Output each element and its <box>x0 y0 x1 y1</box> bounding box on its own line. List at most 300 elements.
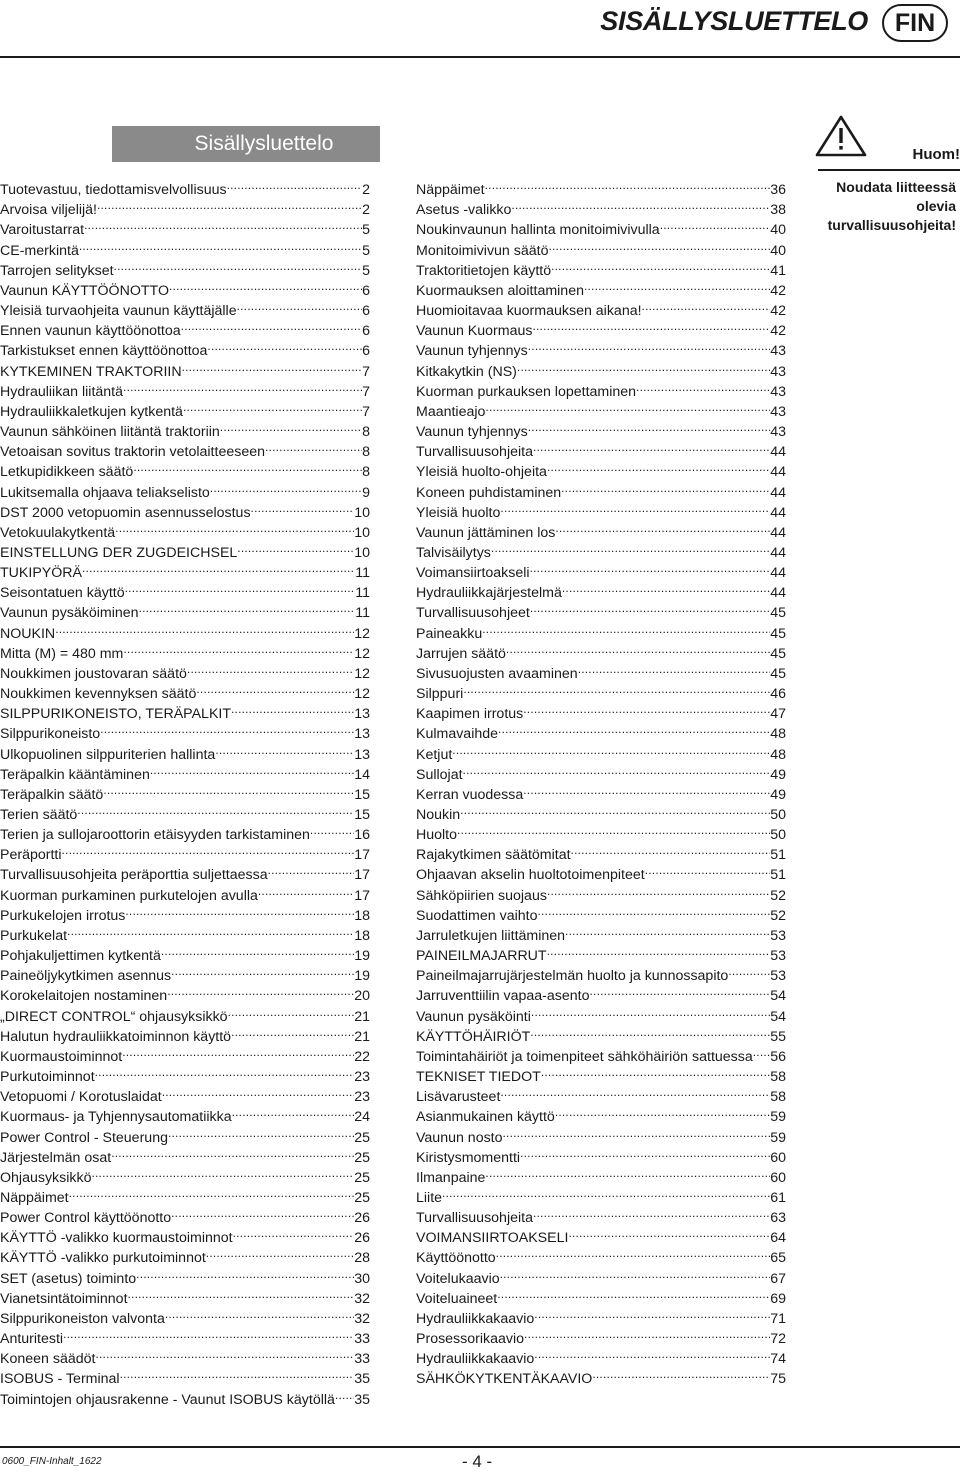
toc-entry-page: 6 <box>362 323 370 340</box>
toc-entry[interactable] <box>0 638 370 662</box>
toc-entry-page: 54 <box>770 988 786 1005</box>
toc-entry-page: 12 <box>354 645 370 662</box>
toc-entry-page: 63 <box>770 1210 786 1227</box>
toc-entry-title: Yleisiä huolto <box>416 504 501 521</box>
header-divider <box>0 56 960 58</box>
toc-leader-dots <box>547 456 770 476</box>
toc-leader-dots <box>645 859 770 879</box>
toc-leader-dots <box>91 1162 354 1182</box>
toc-entry-page: 19 <box>354 968 370 985</box>
toc-entry-title: KÄYTTÖ -valikko purkutoiminnot <box>0 1250 206 1267</box>
toc-entry-page: 45 <box>770 625 786 642</box>
toc-entry-page: 50 <box>770 807 786 823</box>
toc-entry-page: 61 <box>770 1189 786 1206</box>
toc-entry-title: Ketjut <box>416 746 453 763</box>
toc-entry-page: 49 <box>770 786 786 803</box>
toc-entry-page: 44 <box>770 585 786 602</box>
toc-entry-page: 44 <box>770 444 786 461</box>
toc-leader-dots <box>165 1303 354 1323</box>
toc-leader-dots <box>114 255 363 275</box>
toc-entry-page: 32 <box>354 1290 370 1307</box>
toc-leader-dots <box>227 174 363 194</box>
toc-entry-title: Näppäimet <box>416 182 485 199</box>
toc-leader-dots <box>82 557 355 577</box>
toc-leader-dots <box>528 335 770 355</box>
toc-entry-page: 14 <box>354 766 370 783</box>
toc-leader-dots <box>531 1000 770 1020</box>
toc-leader-dots <box>79 234 362 254</box>
toc-leader-dots <box>485 1162 770 1182</box>
toc-entry-page: 44 <box>770 524 786 541</box>
toc-entry-title: ISOBUS - Terminal <box>0 1371 120 1388</box>
toc-entry-title: Vetopuomi / Korotuslaidat <box>0 1089 162 1106</box>
toc-entry-title: Monitoimivivun säätö <box>416 242 549 259</box>
toc-leader-dots <box>265 436 362 456</box>
toc-entry-title: Vaunun pysäköiminen <box>0 605 139 622</box>
toc-entry-title: Voiteluaineet <box>416 1290 498 1307</box>
footer-page-number: - 4 - <box>462 1452 493 1471</box>
toc-entry-page: 45 <box>770 645 786 662</box>
toc-entry-page: 71 <box>770 1310 786 1327</box>
toc-entry-title: Lisävarusteet <box>416 1089 501 1106</box>
toc-entry-title: Halutun hydrauliikkatoiminnon käyttö <box>0 1028 232 1045</box>
toc-entry-page: 25 <box>354 1169 370 1186</box>
toc-entry[interactable] <box>416 738 786 763</box>
toc-entry-title: Kuorman purkauksen lopettaminen <box>416 383 637 400</box>
toc-entry-title: Kuorman purkaminen purkutelojen avulla <box>0 887 258 904</box>
toc-entry-title: Noukkimen kevennyksen säätö <box>0 686 197 703</box>
toc-entry-page: 52 <box>770 907 786 924</box>
toc-entry-page: 7 <box>362 363 370 380</box>
toc-entry-page: 17 <box>354 887 370 904</box>
toc-entry-page: 48 <box>770 746 786 763</box>
toc-entry-page: 65 <box>770 1250 786 1267</box>
toc-leader-dots <box>125 900 354 920</box>
toc-entry-page: 45 <box>770 665 786 682</box>
toc-entry-title: Vianetsintätoiminnot <box>0 1290 128 1307</box>
toc-leader-dots <box>183 396 362 416</box>
toc-entry-title: Silppurikoneisto <box>0 726 101 743</box>
toc-leader-dots <box>498 718 770 738</box>
toc-entry-page: 8 <box>362 424 370 441</box>
toc-entry-page: 52 <box>770 887 786 904</box>
toc-entry-page: 45 <box>770 605 786 622</box>
toc-entry-title: Ohjausyksikkö <box>0 1169 92 1186</box>
toc-entry-title: Purkukelat <box>0 927 68 944</box>
toc-entry-title: Teräpalkin säätö <box>0 786 104 803</box>
toc-leader-dots <box>728 960 770 980</box>
toc-entry-title: Voimansiirtoakseli <box>416 565 530 582</box>
toc-entry-page: 10 <box>354 524 370 541</box>
toc-entry-title: Mitta (M) = 480 mm <box>0 645 124 662</box>
toc-leader-dots <box>95 1061 355 1081</box>
toc-entry-title: KÄYTTÖHÄIRIÖT <box>416 1028 531 1045</box>
toc-leader-dots <box>568 1222 770 1242</box>
toc-entry-page: 48 <box>770 726 786 743</box>
toc-entry-page: 44 <box>770 464 786 481</box>
toc-entry-title: Tarkistukset ennen käyttöönottoa <box>0 343 208 360</box>
toc-entry-page: 11 <box>355 565 370 582</box>
toc-entry[interactable] <box>416 174 786 199</box>
toc-entry-title: Hydrauliikkaletkujen kytkentä <box>0 403 183 420</box>
toc-entry-page: 21 <box>354 1008 370 1025</box>
toc-entry-title: Vaunun sähköinen liitäntä traktoriin <box>0 424 220 441</box>
toc-entry-page: 36 <box>770 182 786 199</box>
toc-entry-page: 43 <box>770 363 786 380</box>
toc-entry-title: Sähköpiirien suojaus <box>416 887 547 904</box>
toc-entry-title: Terien säätö <box>0 807 78 823</box>
toc-entry-page: 30 <box>354 1270 370 1287</box>
toc-leader-dots <box>95 1343 354 1363</box>
toc-leader-dots <box>55 617 354 637</box>
toc-leader-dots <box>77 799 354 819</box>
toc-entry-page: 40 <box>770 242 786 259</box>
toc-leader-dots <box>215 738 354 758</box>
toc-leader-dots <box>231 698 354 718</box>
toc-leader-dots <box>753 1041 770 1061</box>
toc-entry-title: Voitelukaavio <box>416 1270 500 1287</box>
toc-entry-page: 7 <box>362 383 370 400</box>
toc-leader-dots <box>97 194 362 214</box>
toc-entry-title: Varoitustarrat <box>0 222 85 239</box>
toc-leader-dots <box>62 839 355 859</box>
toc-leader-dots <box>592 1363 770 1383</box>
toc-leader-dots <box>520 1142 770 1162</box>
toc-entry[interactable] <box>416 698 786 723</box>
toc-entry-title: Koneen puhdistaminen <box>416 484 562 501</box>
toc-entry-title: Turvallisuusohjeita peräporttia suljettaessa <box>0 867 268 884</box>
page-header-title: SISÄLLYSLUETTELO <box>600 6 868 36</box>
toc-entry-page: 53 <box>770 968 786 985</box>
toc-entry-title: Traktoritietojen käyttö <box>416 262 552 279</box>
toc-leader-dots <box>636 376 770 396</box>
toc-entry-title: Pohjakuljettimen kytkentä <box>0 948 161 965</box>
toc-entry-title: Jarruventtiilin vapaa-asento <box>416 988 590 1005</box>
toc-entry-page: 12 <box>354 686 370 703</box>
toc-leader-dots <box>547 879 770 899</box>
toc-entry-page: 69 <box>770 1290 786 1307</box>
toc-entry-page: 47 <box>770 706 786 723</box>
toc-entry-page: 19 <box>354 948 370 965</box>
toc-leader-dots <box>111 1142 354 1162</box>
toc-entry-title: TEKNISET TIEDOT <box>416 1069 541 1086</box>
toc-entry-page: 13 <box>354 706 370 723</box>
toc-entry-title: SILPPURIKONEISTO, TERÄPALKIT <box>0 706 232 723</box>
toc-entry-title: Talvisäilytys <box>416 544 491 561</box>
toc-leader-dots <box>233 1222 355 1242</box>
toc-entry-page: 28 <box>354 1250 370 1267</box>
toc-entry-page: 17 <box>354 847 370 864</box>
toc-leader-dots <box>231 1021 354 1041</box>
toc-entry-title: Ohjaavan akselin huoltotoimenpiteet <box>416 867 645 884</box>
toc-entry-page: 18 <box>354 907 370 924</box>
toc-leader-dots <box>590 980 771 1000</box>
toc-entry[interactable] <box>416 678 786 703</box>
toc-entry-page: 26 <box>354 1210 370 1227</box>
toc-entry-page: 13 <box>354 746 370 763</box>
toc-entry-title: Paineöljykytkimen asennus <box>0 968 172 985</box>
toc-leader-dots <box>511 194 770 214</box>
toc-leader-dots <box>496 1242 771 1262</box>
toc-leader-dots <box>533 1202 770 1222</box>
toc-entry-page: 40 <box>770 222 786 239</box>
toc-leader-dots <box>524 1323 770 1343</box>
toc-leader-dots <box>500 1262 771 1282</box>
toc-entry-title: Koneen säädöt <box>0 1351 96 1368</box>
toc-entry-title: Noukin <box>416 807 461 823</box>
toc-entry-page: 7 <box>362 403 370 420</box>
toc-leader-dots <box>258 879 354 899</box>
toc-entry-page: 72 <box>770 1331 786 1348</box>
toc-entry-page: 64 <box>770 1230 786 1247</box>
toc-entry-page: 58 <box>770 1069 786 1086</box>
toc-leader-dots <box>182 355 363 375</box>
toc-entry-title: Sullojat <box>416 766 463 783</box>
toc-entry-page: 35 <box>354 1371 370 1388</box>
toc-entry-title: Jarrujen säätö <box>416 645 506 662</box>
toc-entry[interactable] <box>416 839 786 864</box>
toc-column-left <box>0 174 370 1408</box>
toc-column-right <box>416 174 786 1388</box>
toc-leader-dots <box>103 779 354 799</box>
toc-entry[interactable] <box>416 779 786 803</box>
toc-entry[interactable] <box>0 617 370 642</box>
toc-entry-page: 11 <box>355 585 370 602</box>
toc-entry-title: Näppäimet <box>0 1189 69 1206</box>
toc-leader-dots <box>517 355 770 375</box>
toc-entry-page: 46 <box>770 686 786 703</box>
toc-leader-dots <box>133 456 362 476</box>
toc-entry-page: 6 <box>362 343 370 360</box>
toc-entry-title: Hydrauliikkajärjestelmä <box>416 585 562 602</box>
toc-entry-title: Kiristysmomentti <box>416 1149 521 1166</box>
toc-leader-dots <box>555 517 770 537</box>
toc-entry-page: 43 <box>770 383 786 400</box>
toc-entry-page: 15 <box>354 807 370 823</box>
toc-entry[interactable] <box>416 759 786 783</box>
toc-entry-page: 9 <box>362 484 370 501</box>
toc-entry-page: 41 <box>770 262 786 279</box>
toc-leader-dots <box>161 940 354 960</box>
toc-entry-page: 43 <box>770 343 786 360</box>
toc-entry-title: Kerran vuodessa <box>416 786 524 803</box>
toc-entry-title: Prosessorikaavio <box>416 1331 525 1348</box>
toc-entry-title: Hydrauliikan liitäntä <box>0 383 124 400</box>
toc-entry-page: 26 <box>354 1230 370 1247</box>
toc-entry-title: Vaunun Kuormaus <box>416 323 533 340</box>
toc-entry-page: 60 <box>770 1149 786 1166</box>
toc-leader-dots <box>491 537 770 557</box>
toc-leader-dots <box>237 295 363 315</box>
toc-entry-page: 13 <box>354 726 370 743</box>
toc-entry-title: Vaunun KÄYTTÖÖNOTTO <box>0 282 169 299</box>
toc-entry-page: 16 <box>354 827 370 844</box>
toc-leader-dots <box>123 376 362 396</box>
toc-leader-dots <box>485 174 771 194</box>
toc-leader-dots <box>497 1283 770 1303</box>
toc-leader-dots <box>642 295 771 315</box>
toc-entry-page: 8 <box>362 464 370 481</box>
toc-entry[interactable] <box>416 1182 786 1206</box>
toc-leader-dots <box>335 1383 354 1403</box>
toc-entry-title: Vetoaisan sovitus traktorin vetolaitteeseen <box>0 444 265 461</box>
toc-entry-title: Turvallisuusohjeet <box>416 605 530 622</box>
toc-entry-page: 44 <box>770 544 786 561</box>
toc-entry-page: 49 <box>770 766 786 783</box>
toc-entry-title: Silppuri <box>416 686 464 703</box>
toc-entry-title: Asetus -valikko <box>416 202 512 219</box>
toc-entry-title: Vaunun tyhjennys <box>416 343 528 360</box>
toc-entry-page: 42 <box>770 282 786 299</box>
toc-leader-dots <box>460 799 770 819</box>
toc-leader-dots <box>530 557 771 577</box>
toc-entry-title: SET (asetus) toiminto <box>0 1270 137 1287</box>
toc-entry-title: EINSTELLUNG DER ZUGDEICHSEL <box>0 544 238 561</box>
toc-leader-dots <box>584 275 770 295</box>
toc-entry-title: Noukkimen joustovaran säätö <box>0 665 187 682</box>
toc-entry-title: Käyttöönotto <box>416 1250 496 1267</box>
toc-entry-title: DST 2000 vetopuomin asennusselostus <box>0 504 251 521</box>
toc-leader-dots <box>136 1262 354 1282</box>
toc-leader-dots <box>251 497 355 517</box>
toc-entry-page: 20 <box>354 988 370 1005</box>
toc-entry-page: 59 <box>770 1109 786 1126</box>
toc-entry-page: 5 <box>362 242 370 259</box>
toc-leader-dots <box>500 497 770 517</box>
toc-leader-dots <box>237 537 354 557</box>
toc-entry-title: Kaapimen irrotus <box>416 706 524 723</box>
toc-leader-dots <box>181 315 362 335</box>
toc-leader-dots <box>442 1182 770 1202</box>
footer-doc-code: 0600_FIN-Inhalt_1622 <box>2 1456 102 1467</box>
toc-entry-page: 22 <box>354 1048 370 1065</box>
toc-entry[interactable] <box>416 819 786 844</box>
toc-leader-dots <box>228 1000 355 1020</box>
toc-leader-dots <box>534 1343 770 1363</box>
toc-entry-page: 33 <box>354 1331 370 1348</box>
toc-leader-dots <box>530 1021 770 1041</box>
toc-leader-dots <box>541 1061 770 1081</box>
toc-leader-dots <box>268 859 355 879</box>
language-badge: FIN <box>882 4 948 42</box>
toc-entry-page: 35 <box>354 1391 370 1408</box>
toc-entry-page: 74 <box>770 1351 786 1368</box>
toc-leader-dots <box>551 255 770 275</box>
toc-entry[interactable] <box>416 1202 786 1227</box>
toc-leader-dots <box>67 920 354 940</box>
toc-entry-page: 12 <box>354 665 370 682</box>
footer-divider <box>0 1446 960 1448</box>
toc-entry-page: 33 <box>354 1351 370 1368</box>
toc-entry-page: 54 <box>770 1008 786 1025</box>
toc-leader-dots <box>533 436 770 456</box>
toc-leader-dots <box>452 738 770 758</box>
toc-entry-title: Jarruletkujen liittäminen <box>416 927 566 944</box>
toc-entry-page: 24 <box>354 1109 370 1126</box>
toc-entry-title: TUKIPYÖRÄ <box>0 565 82 582</box>
toc-entry-page: 43 <box>770 403 786 420</box>
toc-entry-title: Liite <box>416 1189 443 1206</box>
toc-entry-page: 17 <box>354 867 370 884</box>
toc-entry-title: Suodattimen vaihto <box>416 907 538 924</box>
toc-entry-title: „DIRECT CONTROL“ ohjausyksikkö <box>0 1008 228 1025</box>
toc-leader-dots <box>128 1283 355 1303</box>
toc-entry-title: SÄHKÖKYTKENTÄKAAVIO <box>416 1371 593 1388</box>
toc-entry-page: 42 <box>770 323 786 340</box>
toc-leader-dots <box>523 698 770 718</box>
toc-entry-title: Toimintahäiriöt ja toimenpiteet sähköhäiriön sattuessa <box>416 1048 753 1065</box>
toc-entry-title: Kulmavaihde <box>416 726 499 743</box>
toc-entry-title: VOIMANSIIRTOAKSELI <box>416 1230 569 1247</box>
toc-leader-dots <box>125 577 356 597</box>
toc-leader-dots <box>547 940 771 960</box>
toc-entry-page: 56 <box>770 1048 786 1065</box>
toc-entry-title: Hydrauliikkakaavio <box>416 1351 535 1368</box>
toc-entry-title: Silppurikoneiston valvonta <box>0 1310 165 1327</box>
toc-entry-title: KÄYTTÖ -valikko kuormaustoiminnot <box>0 1230 233 1247</box>
toc-leader-dots <box>100 718 354 738</box>
toc-entry-title: Arvoisa viljelijä! <box>0 202 97 219</box>
toc-entry-title: Kuormauksen aloittaminen <box>416 282 584 299</box>
toc-leader-dots <box>506 638 770 658</box>
toc-leader-dots <box>115 517 354 537</box>
toc-entry-title: Lukitsemalla ohjaava teliakselisto <box>0 484 210 501</box>
toc-entry-title: Paineilmajarrujärjestelmän huolto ja kunnossapito <box>416 968 729 985</box>
toc-entry-title: Vaunun jättäminen los <box>416 524 556 541</box>
toc-entry-title: Terien ja sullojaroottorin etäisyyden tarkistaminen <box>0 827 310 844</box>
toc-entry-title: Peräportti <box>0 847 62 864</box>
toc-leader-dots <box>565 920 770 940</box>
toc-leader-dots <box>162 1081 355 1101</box>
toc-entry-title: Turvallisuusohjeita <box>416 444 533 461</box>
toc-leader-dots <box>503 1121 771 1141</box>
toc-leader-dots <box>310 819 354 839</box>
toc-entry-page: 11 <box>355 605 370 622</box>
toc-leader-dots <box>530 597 770 617</box>
toc-leader-dots <box>220 416 362 436</box>
toc-leader-dots <box>561 476 770 496</box>
toc-entry-title: Huomioitavaa kuormauksen aikana! <box>416 303 642 320</box>
toc-entry-title: Yleisiä huolto-ohjeita <box>416 464 547 481</box>
toc-entry-title: Kuormaustoiminnot <box>0 1048 123 1065</box>
toc-entry-title: Sivusuojusten avaaminen <box>416 665 578 682</box>
toc-entry-title: KYTKEMINEN TRAKTORIIN <box>0 363 182 380</box>
toc-leader-dots <box>523 779 770 799</box>
toc-entry-title: Hydrauliikkakaavio <box>416 1310 535 1327</box>
toc-entry-page: 75 <box>770 1371 786 1388</box>
toc-entry-title: Huolto <box>416 827 458 844</box>
toc-leader-dots <box>123 638 354 658</box>
toc-entry-title: Toimintojen ohjausrakenne - Vaunut ISOBUS käytöllä <box>0 1391 335 1408</box>
toc-leader-dots <box>167 980 354 1000</box>
toc-entry[interactable] <box>0 174 370 199</box>
toc-leader-dots <box>122 1041 354 1061</box>
toc-entry-title: NOUKIN <box>0 625 56 642</box>
toc-entry-page: 6 <box>362 282 370 299</box>
note-text: Noudata liitteessä olevia turvallisuusohjeita! <box>827 179 956 233</box>
toc-entry[interactable] <box>416 799 786 823</box>
toc-entry-page: 6 <box>362 303 370 320</box>
toc-leader-dots <box>196 678 354 698</box>
toc-entry-page: 55 <box>770 1028 786 1045</box>
toc-leader-dots <box>187 658 354 678</box>
toc-leader-dots <box>482 617 770 637</box>
toc-entry-title: Ennen vaunun käyttöönottoa <box>0 323 181 340</box>
toc-leader-dots <box>168 1121 354 1141</box>
toc-entry-title: Seisontatuen käyttö <box>0 585 125 602</box>
toc-entry-title: Letkupidikkeen säätö <box>0 464 134 481</box>
toc-entry-title: Tarrojen selitykset <box>0 262 114 279</box>
